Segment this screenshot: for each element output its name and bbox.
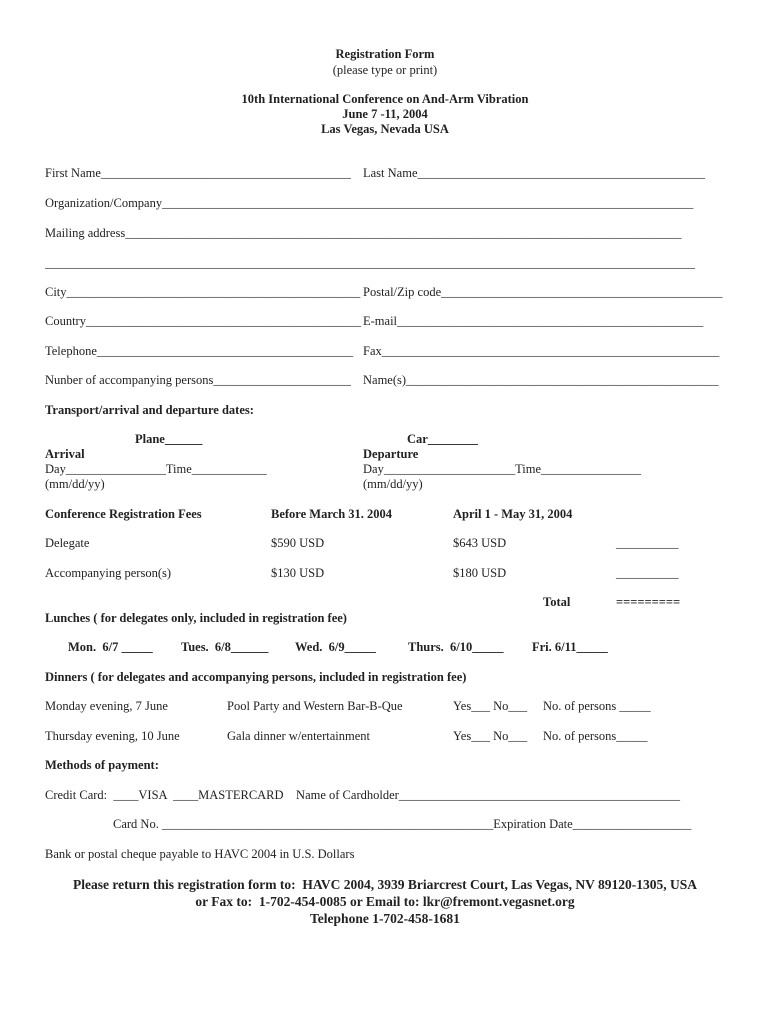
fee-row-late: $180 USD [453,566,507,580]
fees-header-label: Conference Registration Fees [45,507,202,521]
conference-dates: June 7 -11, 2004 [342,107,428,121]
city-field[interactable]: City_______________________________________________ [45,285,361,299]
credit-card-field[interactable]: Credit Card: ____VISA ____MASTERCARD Name of Cardholder_____________________________________________ [45,788,681,802]
fee-row-early: $130 USD [271,566,325,580]
card-number-field[interactable]: Card No. _____________________________________________________Expiration Date___________________ [113,817,692,831]
fees-total-value: ========= [616,595,681,609]
dinner-event: Pool Party and Western Bar-B-Que [227,699,403,713]
dinner-when: Monday evening, 7 June [45,699,168,713]
departure-date-format: (mm/dd/yy) [363,477,423,491]
return-instructions: Please return this registration form to: HAVC 2004, 3939 Briarcrest Court, Las Vegas, NV 89120-1305, USA [73,877,697,892]
dinner-yes-no-field[interactable]: Yes___ No___ [453,699,528,713]
fee-row-label: Accompanying person(s) [45,566,172,580]
lunch-day-option[interactable]: Wed. 6/9_____ [295,640,376,654]
email-field[interactable]: E-mail_________________________________________________ [363,314,704,328]
fee-row-early: $590 USD [271,536,325,550]
country-field[interactable]: Country____________________________________________ [45,314,361,328]
names-field[interactable]: Name(s)__________________________________________________ [363,373,719,387]
fees-header-late: April 1 - May 31, 2004 [453,507,573,521]
departure-label: Departure [363,447,419,461]
car-option[interactable]: Car________ [407,432,478,446]
dinner-when: Thursday evening, 10 June [45,729,180,743]
arrival-date-format: (mm/dd/yy) [45,477,105,491]
dinner-persons-field[interactable]: No. of persons_____ [543,729,648,743]
fax-field[interactable]: Fax______________________________________________________ [363,344,720,358]
lunch-day-option[interactable]: Mon. 6/7 _____ [68,640,153,654]
accompanying-count-field[interactable]: Nunber of accompanying persons______________________ [45,373,351,387]
arrival-label: Arrival [45,447,85,461]
last-name-field[interactable]: Last Name______________________________________________ [363,166,705,180]
first-name-field[interactable]: First Name________________________________________ [45,166,351,180]
postal-code-field[interactable]: Postal/Zip code_____________________________________________ [363,285,723,299]
transport-heading: Transport/arrival and departure dates: [45,403,254,417]
lunch-day-option[interactable]: Thurs. 6/10_____ [408,640,504,654]
dinners-heading: Dinners ( for delegates and accompanying persons, included in registration fee) [45,670,467,684]
arrival-day-time-field[interactable]: Day________________Time____________ [45,462,267,476]
mailing-address-field[interactable]: Mailing address_________________________________________________________________________________________ [45,226,682,240]
lunch-day-option[interactable]: Tues. 6/8______ [181,640,269,654]
fee-row-amount-field[interactable]: __________ [616,566,679,580]
dinner-yes-no-field[interactable]: Yes___ No___ [453,729,528,743]
cheque-note: Bank or postal cheque payable to HAVC 2004 in U.S. Dollars [45,847,355,861]
fee-row-late: $643 USD [453,536,507,550]
fee-row-amount-field[interactable]: __________ [616,536,679,550]
payment-heading: Methods of payment: [45,758,159,772]
departure-day-time-field[interactable]: Day_____________________Time________________ [363,462,642,476]
lunch-day-option[interactable]: Fri. 6/11_____ [532,640,608,654]
fees-total-label: Total [543,595,571,609]
telephone-field[interactable]: Telephone_________________________________________ [45,344,354,358]
fax-email-line: or Fax to: 1-702-454-0085 or Email to: lkr@fremont.vegasnet.org [195,894,575,909]
form-title: Registration Form [335,47,435,61]
fee-row-label: Delegate [45,536,90,550]
form-subtitle: (please type or print) [332,63,438,77]
telephone-line: Telephone 1-702-458-1681 [310,911,460,926]
mailing-address-continued-field[interactable]: ________________________________________________________________________________________________________ [45,256,695,270]
dinner-event: Gala dinner w/entertainment [227,729,370,743]
plane-option[interactable]: Plane______ [135,432,203,446]
lunches-heading: Lunches ( for delegates only, included in registration fee) [45,611,347,625]
conference-location: Las Vegas, Nevada USA [321,122,449,136]
dinner-persons-field[interactable]: No. of persons _____ [543,699,651,713]
conference-name: 10th International Conference on And-Arm Vibration [241,92,529,106]
organization-field[interactable]: Organization/Company_____________________________________________________________________________________ [45,196,694,210]
fees-header-early: Before March 31. 2004 [271,507,393,521]
